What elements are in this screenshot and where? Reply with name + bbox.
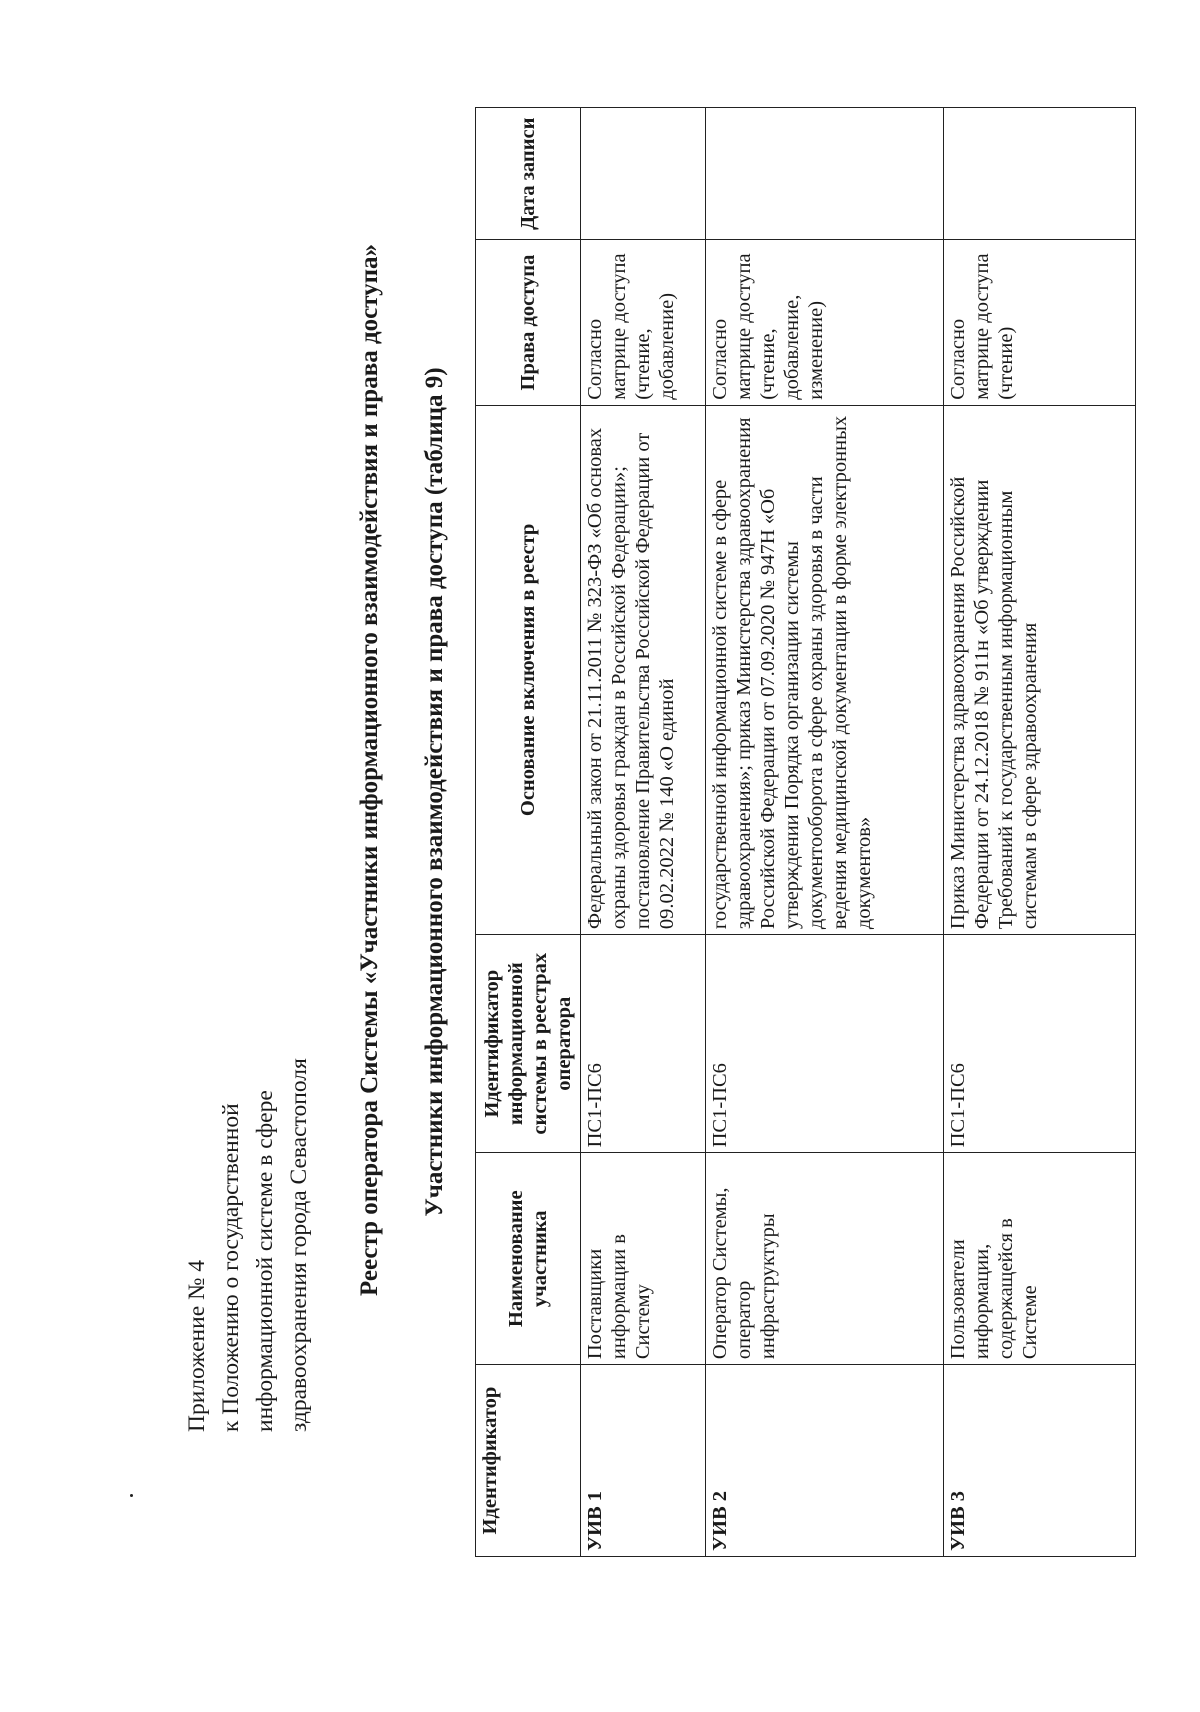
cell-identifier: УИВ 1 xyxy=(581,1365,706,1557)
table-caption: Участники информационного взаимодействия и права доступа (таблица 9) xyxy=(421,367,448,1217)
cell-identifier: УИВ 3 xyxy=(944,1365,1136,1557)
cell-system-identifier: ПС1-ПС6 xyxy=(706,935,944,1153)
cell-access-rights: Согласно матрице доступа (чтение, добавление) xyxy=(581,240,706,405)
appendix-block xyxy=(180,1058,316,1432)
table-row xyxy=(706,108,944,1557)
cell-record-date xyxy=(581,108,706,240)
header-access-rights: Права доступа xyxy=(476,240,581,405)
cell-participant-name: Оператор Системы, оператор инфраструктуры xyxy=(706,1153,944,1365)
cell-basis: Приказ Министерства здравоохранения Российской Федерации от 24.12.2018 № 911н «Об утверждении Требований к государственным информационным системам в сфере здравоохранения xyxy=(944,405,1136,934)
header-participant-name: Наименование участника xyxy=(476,1153,581,1365)
cell-access-rights: Согласно матрице доступа (чтение, добавление, изменение) xyxy=(706,240,944,405)
cell-system-identifier: ПС1-ПС6 xyxy=(944,935,1136,1153)
header-record-date: Дата записи xyxy=(476,108,581,240)
cell-identifier: УИВ 2 xyxy=(706,1365,944,1557)
cell-participant-name: Пользователи информации, содержащейся в Системе xyxy=(944,1153,1136,1365)
table-row xyxy=(944,108,1136,1557)
registry-table xyxy=(475,107,1136,1557)
table-row xyxy=(581,108,706,1557)
header-basis: Основание включения в реестр xyxy=(476,405,581,934)
cell-record-date xyxy=(706,108,944,240)
cell-access-rights: Согласно матрице доступа (чтение) xyxy=(944,240,1136,405)
appendix-line: к Положению о государственной xyxy=(218,1103,244,1432)
appendix-line: здравоохранения города Севастополя xyxy=(286,1058,312,1432)
cell-basis: Федеральный закон от 21.11.2011 № 323-ФЗ «Об основах охраны здоровья граждан в Российской Федерации»; постановление Правительства Российской Федерации от 09.02.2022 № 140 «О единой xyxy=(581,405,706,934)
cell-participant-name: Поставщики информации в Систему xyxy=(581,1153,706,1365)
table-header-row xyxy=(476,108,581,1557)
cell-system-identifier: ПС1-ПС6 xyxy=(581,935,706,1153)
header-identifier: Идентификатор xyxy=(476,1365,581,1557)
document-title: Реестр оператора Системы «Участники информационного взаимодействия и права доступа» xyxy=(356,243,383,1297)
cell-record-date xyxy=(944,108,1136,240)
appendix-line: информационной системе в сфере xyxy=(252,1090,278,1432)
cell-basis: государственной информационной системе в сфере здравоохранения»; приказ Министерства здравоохранения Российской Федерации от 07.09.2020 № 947Н «Об утверждении Порядка организации системы документооборота в сфере охраны здоровья в части ведения медицинской документации в форме электронных документов» xyxy=(706,405,944,934)
header-system-identifier: Идентификатор информационной системы в реестрах оператора xyxy=(476,935,581,1153)
appendix-line: Приложение № 4 xyxy=(184,1259,210,1432)
